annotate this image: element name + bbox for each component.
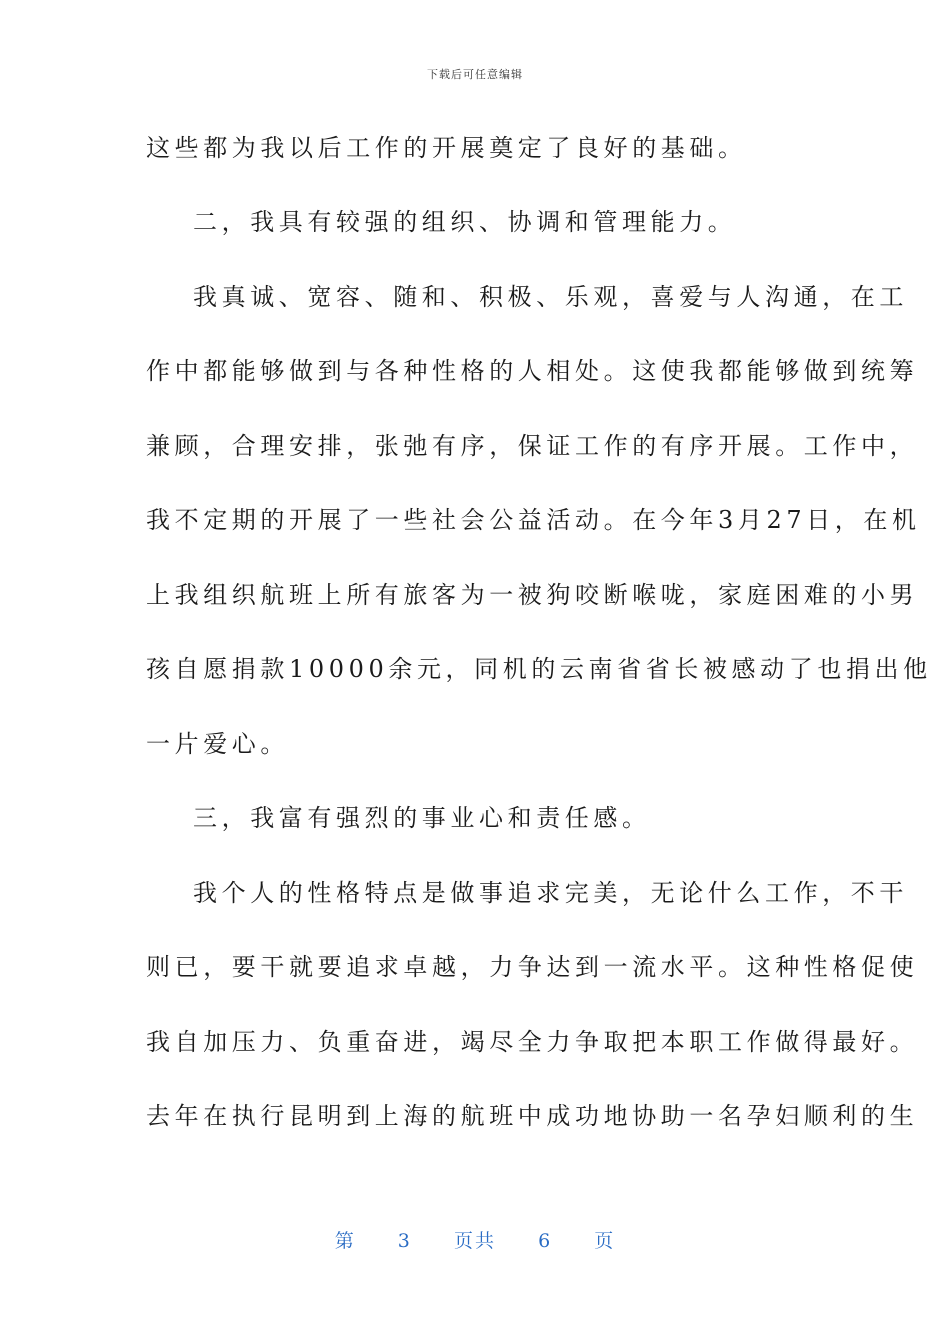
- text-line: 我自加压力、负重奋进，竭尽全力争取把本职工作做得最好。: [146, 1028, 919, 1056]
- text-line: 兼顾，合理安排，张弛有序，保证工作的有序开展。工作中，: [146, 432, 919, 460]
- header-note: 下载后可任意编辑: [427, 68, 523, 81]
- text-line: 我不定期的开展了一些社会公益活动。在今年3月27日，在机: [146, 506, 921, 534]
- page-total: 6: [538, 1230, 553, 1252]
- text-line: 一片爱心。: [146, 730, 289, 758]
- page-number: 3: [397, 1230, 412, 1252]
- text-line: 去年在执行昆明到上海的航班中成功地协助一名孕妇顺利的生: [146, 1102, 919, 1130]
- text-line: 这些都为我以后工作的开展奠定了良好的基础。: [146, 134, 747, 162]
- page-middle: 页共: [453, 1230, 496, 1252]
- text-line: 我个人的性格特点是做事追求完美，无论什么工作，不干: [193, 879, 908, 907]
- section-heading: 二，我具有较强的组织、协调和管理能力。: [193, 208, 737, 236]
- section-heading: 三，我富有强烈的事业心和责任感。: [193, 804, 651, 832]
- text-line: 上我组织航班上所有旅客为一被狗咬断喉咙，家庭困难的小男: [146, 581, 919, 609]
- text-line: 则已，要干就要追求卓越，力争达到一流水平。这种性格促使: [146, 953, 919, 981]
- text-line: 作中都能够做到与各种性格的人相处。这使我都能够做到统筹: [146, 357, 919, 385]
- text-line: 我真诚、宽容、随和、积极、乐观，喜爱与人沟通，在工: [193, 283, 908, 311]
- page-prefix: 第: [334, 1230, 356, 1252]
- page-footer: [0, 1226, 950, 1253]
- text-line: 孩自愿捐款10000余元，同机的云南省省长被感动了也捐出他: [146, 655, 932, 683]
- page-suffix: 页: [594, 1230, 616, 1252]
